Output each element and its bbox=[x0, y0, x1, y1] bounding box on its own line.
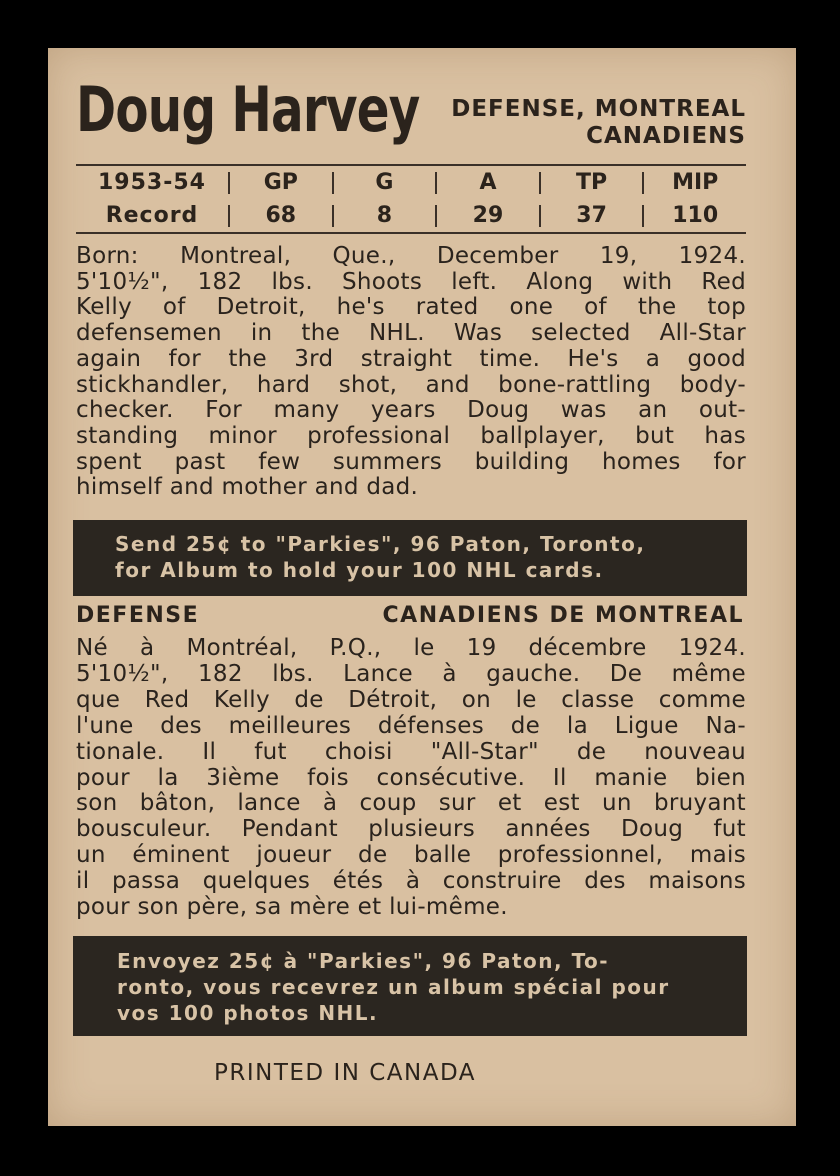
bio-fr-line: l'une des meilleures défenses de la Ligue Na- bbox=[76, 712, 746, 739]
bio-fr-line: son bâton, lance à coup sur et est un bruyant bbox=[76, 790, 746, 817]
position-line-2: CANADIENS bbox=[586, 123, 746, 149]
bio-en-line: Kelly of Detroit, he's rated one of the top bbox=[76, 294, 746, 321]
bio-fr-line: Né à Montréal, P.Q., le 19 décembre 1924. bbox=[76, 635, 746, 661]
bio-en-line: again for the 3rd straight time. He's a good bbox=[76, 345, 746, 372]
stats-header-g: G bbox=[332, 172, 436, 194]
album-offer-en-line: for Album to hold your 100 NHL cards. bbox=[115, 558, 604, 582]
stats-value-tp: 37 bbox=[539, 205, 643, 227]
french-position: DEFENSE bbox=[76, 603, 200, 628]
album-offer-en-line: Send 25¢ to "Parkies", 96 Paton, Toronto, bbox=[115, 532, 646, 556]
bio-fr-line: il passa quelques étés à construire des maisons bbox=[76, 868, 746, 895]
bio-fr-line: 5'10½", 182 lbs. Lance à gauche. De même bbox=[76, 660, 746, 687]
bio-fr-line: pour la 3ième fois consécutive. Il manie bien bbox=[76, 764, 746, 791]
trading-card-back bbox=[48, 48, 796, 1126]
player-position bbox=[451, 96, 746, 150]
album-offer-fr-line: Envoyez 25¢ à "Parkies", 96 Paton, To- bbox=[117, 949, 610, 973]
album-offer-french bbox=[73, 936, 747, 1036]
printed-in-canada: PRINTED IN CANADA bbox=[214, 1060, 477, 1086]
album-offer-english bbox=[73, 520, 747, 596]
bio-fr-line: que Red Kelly de Détroit, on le classe comme bbox=[76, 686, 746, 713]
bio-fr-line: tionale. Il fut choisi "All-Star" de nouveau bbox=[76, 738, 746, 765]
bio-en-line: 5'10½", 182 lbs. Shoots left. Along with Red bbox=[76, 268, 746, 295]
bio-en-line: himself and mother and dad. bbox=[76, 474, 419, 501]
bio-fr-line: pour son père, sa mère et lui-même. bbox=[76, 894, 508, 921]
bio-fr-line: un éminent joueur de balle professionnel, mais bbox=[76, 842, 746, 869]
stats-header-a: A bbox=[435, 172, 539, 194]
bio-en-line: checker. For many years Doug was an out- bbox=[76, 397, 746, 424]
stats-record-label: Record bbox=[105, 203, 199, 228]
bio-french bbox=[76, 636, 746, 921]
bio-fr-line: bousculeur. Pendant plusieurs années Doug fut bbox=[76, 816, 746, 843]
stats-header-gp: GP bbox=[228, 172, 332, 194]
stats-value-a: 29 bbox=[435, 205, 539, 227]
bio-en-line: stickhandler, hard shot, and bone-rattling body- bbox=[76, 371, 746, 398]
player-name: Doug Harvey bbox=[76, 73, 420, 146]
bio-en-line: defensemen in the NHL. Was selected All-Star bbox=[76, 320, 746, 347]
stats-season: 1953-54 bbox=[98, 170, 206, 195]
stats-value-g: 8 bbox=[332, 205, 436, 227]
bio-english bbox=[76, 244, 746, 501]
bio-en-line: spent past few summers building homes for bbox=[76, 448, 746, 475]
stats-record-row bbox=[76, 199, 746, 232]
album-offer-fr-line: ronto, vous recevrez un album spécial pour bbox=[117, 975, 670, 999]
stats-header-tp: TP bbox=[539, 172, 643, 194]
stats-value-gp: 68 bbox=[228, 205, 332, 227]
stats-table bbox=[76, 164, 746, 234]
stats-header-row bbox=[76, 166, 746, 199]
stats-value-mip: 110 bbox=[642, 205, 746, 227]
french-team: CANADIENS DE MONTREAL bbox=[382, 603, 744, 628]
bio-en-line: standing minor professional ballplayer, but has bbox=[76, 422, 746, 449]
bio-en-line: Born: Montreal, Que., December 19, 1924. bbox=[76, 243, 746, 269]
album-offer-fr-line: vos 100 photos NHL. bbox=[117, 1001, 379, 1025]
position-line-1: DEFENSE, MONTREAL bbox=[451, 96, 746, 122]
stats-header-mip: MIP bbox=[642, 172, 746, 194]
